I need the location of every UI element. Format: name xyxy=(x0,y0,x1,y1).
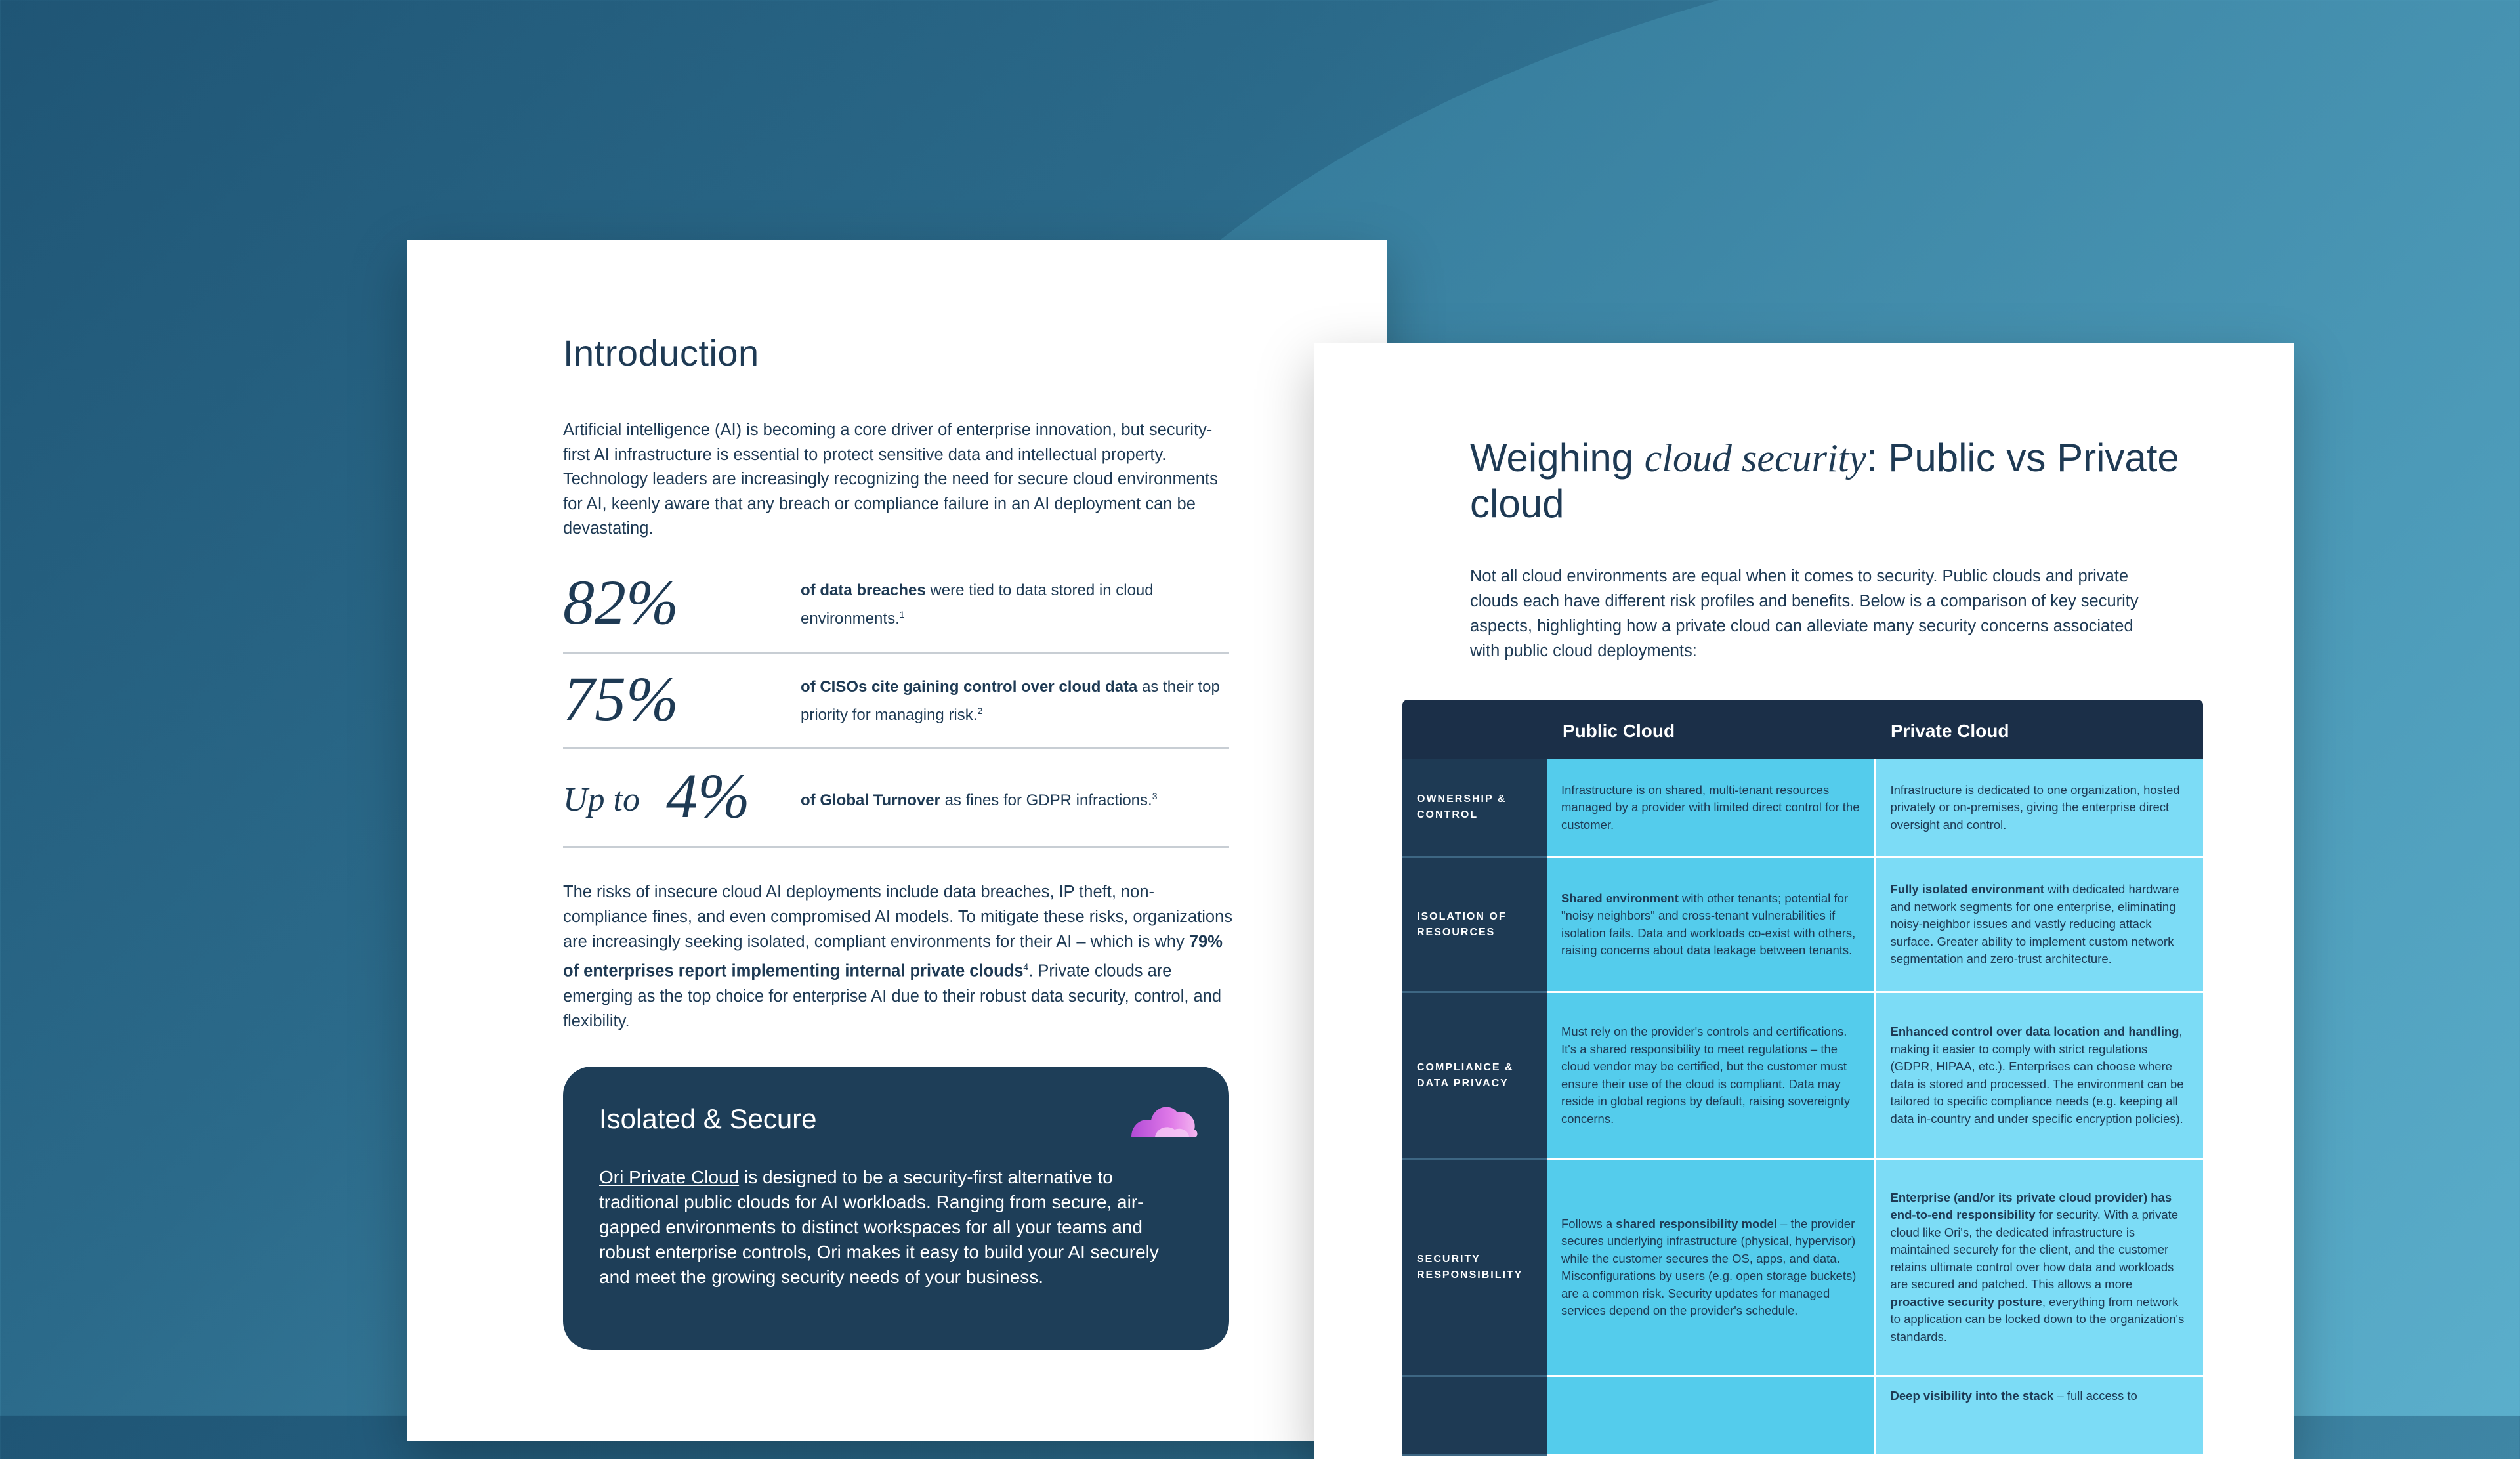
isolated-secure-card xyxy=(563,1067,1229,1350)
introduction-page xyxy=(407,240,1387,1441)
stat-description: of CISOs cite gaining control over cloud data as their top priority for managing risk.$^2$ xyxy=(801,678,1220,724)
public-cloud-cell: Shared environment with other tenants; potential for "noisy neighbors" and cross-tenant vulnerabilities if isolation fails. Data and workloads co-exist with others, raising concerns about data leakage between tenants. xyxy=(1547,857,1875,992)
private-cloud-cell: Infrastructure is dedicated to one organization, hosted privately or on-premises, giving the enterprise direct oversight and control. xyxy=(1875,759,2203,857)
table-header-row xyxy=(1402,700,2203,759)
table-header-cell xyxy=(1402,700,1547,759)
private-cloud-cell: Fully isolated environment with dedicated hardware and network segments for one enterprise, eliminating noisy-neighbor issues and vastly reducing attack surface. Greater ability to implement custom network segmentation and zero-trust architecture. xyxy=(1875,857,2203,992)
table-row xyxy=(1402,759,2203,857)
table-header-cell: Private Cloud xyxy=(1875,700,2203,759)
aspect-cell: OWNERSHIP & CONTROL xyxy=(1402,759,1547,857)
intro-paragraph: Not all cloud environments are equal when it comes to security. Public clouds and private clouds each have different risk profiles and benefits. Below is a comparison of key security aspects, highlighting how a private cloud can alleviate many security concerns associated with public cloud deployments: xyxy=(1470,567,2139,660)
stat-block xyxy=(563,664,1229,765)
page-title: Weighing cloud security: Public vs Private cloud xyxy=(1470,436,2179,526)
table-header-cell: Public Cloud xyxy=(1547,700,1875,759)
ori-private-cloud-link[interactable]: Ori Private Cloud xyxy=(599,1167,740,1187)
public-cloud-cell: Infrastructure is on shared, multi-tenant resources managed by a provider with limited direct control for the customer. xyxy=(1547,759,1875,857)
table-row xyxy=(1402,1159,2203,1376)
private-cloud-cell: Deep visibility into the stack – full access to xyxy=(1875,1376,2203,1454)
stat-prefix: Up to xyxy=(563,781,640,818)
private-cloud-cell: Enhanced control over data location and handling, making it easier to comply with strict regulations (GDPR, HIPAA, etc.). Enterprises can choose where data is stored and processed. The environment can be tailored to specific compliance needs (e.g. keeping all data in-country and under specific encryption policies). xyxy=(1875,992,2203,1159)
card-body: Ori Private Cloud is designed to be a security-first alternative to traditional public clouds for AI workloads. Ranging from secure, air-gapped environments to distinct workspaces for all your teams and robust enterprise controls, Ori makes it easy to build your AI securely and meet the growing security needs of your business. xyxy=(599,1167,1159,1287)
private-cloud-cell: Enterprise (and/or its private cloud provider) has end-to-end responsibility for security. With a private cloud like Ori's, the dedicated infrastructure is maintained securely for the client, and the customer retains ultimate control over how data and workloads are secured and patched. This allows a more proactive security posture, everything from network to application can be locked down to the organization's standards. xyxy=(1875,1159,2203,1376)
aspect-cell: COMPLIANCE & DATA PRIVACY xyxy=(1402,992,1547,1159)
aspect-cell: ISOLATION OF RESOURCES xyxy=(1402,857,1547,992)
stat-description: of Global Turnover as fines for GDPR infractions.$^3$ xyxy=(801,791,1158,809)
aspect-cell xyxy=(1402,1376,1547,1454)
public-cloud-cell: Must rely on the provider's controls and certifications. It's a shared responsibility to meet regulations – the cloud vendor may be certified, but the customer must ensure their use of the cloud is compliant. Data may reside in global regions by default, raising sovereignty concerns. xyxy=(1547,992,1875,1159)
public-cloud-cell: Follows a shared responsibility model – the provider secures underlying infrastructure (physical, hypervisor) while the customer secures the OS, apps, and data. Misconfigurations by users (e.g. open storage buckets) are a common risk. Security updates for managed services depend on the provider's schedule. xyxy=(1547,1159,1875,1376)
page-title: Introduction xyxy=(563,332,759,373)
table-row xyxy=(1402,857,2203,992)
stat-number: 82% xyxy=(563,567,679,637)
cloud-security-page xyxy=(1314,343,2294,1459)
comparison-table xyxy=(1402,700,2203,1456)
intro-paragraph: Artificial intelligence (AI) is becoming a core driver of enterprise innovation, but security-first AI infrastructure is essential to protect sensitive data and intellectual property. Technology leaders are increasingly recognizing the need for secure cloud environments for AI, keenly aware that any breach or compliance failure in an AI deployment can be devastating. xyxy=(563,421,1218,538)
stat-number: Up to 4% xyxy=(563,761,750,831)
stat-divider xyxy=(563,747,1229,749)
table-row xyxy=(1402,992,2203,1159)
cloud-icon xyxy=(1129,1098,1200,1140)
stat-divider xyxy=(563,652,1229,654)
card-title: Isolated & Secure xyxy=(599,1103,817,1134)
public-cloud-cell xyxy=(1547,1376,1875,1454)
aspect-cell: SECURITY RESPONSIBILITY xyxy=(1402,1159,1547,1376)
stat-number: 75% xyxy=(563,664,679,734)
stat-divider xyxy=(563,846,1229,848)
risks-paragraph: The risks of insecure cloud AI deployments include data breaches, IP theft, non-compliance fines, and even compromised AI models. To mitigate these risks, organizations are increasingly seeking isolated, compliant environments for their AI – which is why 79% of enterprises report implementing internal private clouds$^4$. Private clouds are emerging as the top choice for enterprise AI due to their robust data security, control, and flexibility. xyxy=(563,883,1233,1030)
table-row xyxy=(1402,1376,2203,1454)
stat-description: of data breaches were tied to data stored in cloud environments.$^1$ xyxy=(801,581,1154,627)
